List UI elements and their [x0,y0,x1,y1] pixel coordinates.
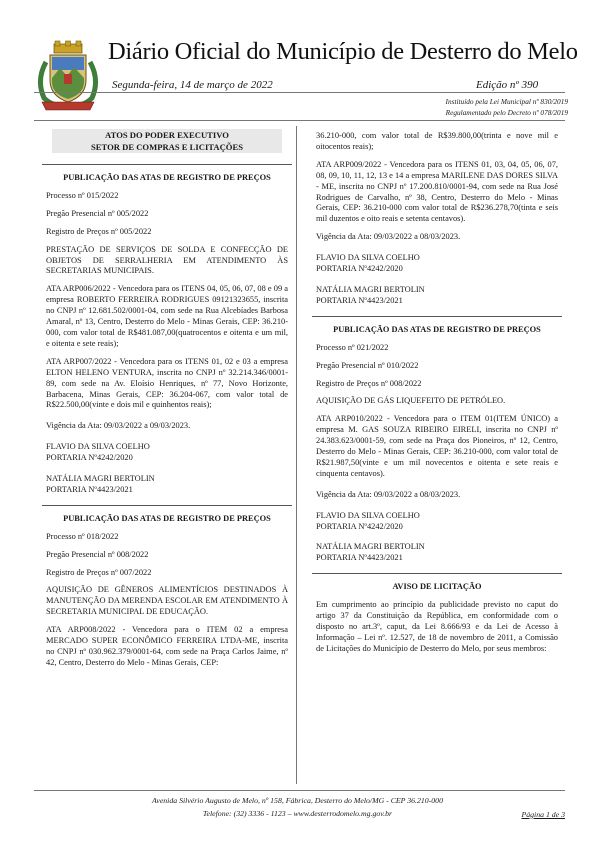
column-divider [296,126,297,784]
section-rule [312,311,562,317]
signer-role: PORTARIA Nº4423/2021 [316,295,403,305]
footer-contact: Telefone: (32) 3336 - 1123 – www.desterrodomelo.mg.gov.br [202,809,393,818]
process-number: Processo nº 021/2022 [316,342,389,352]
right-column [316,131,558,662]
section-rule [42,500,292,506]
footer-divider [34,790,565,791]
signer-name: FLAVIO DA SILVA COELHO [46,442,150,452]
institution-line-1: Instituído pela Lei Municipal nº 830/2019 [445,97,568,106]
publication-heading: PUBLICAÇÃO DAS ATAS DE REGISTRO DE PREÇOS [63,513,271,523]
auction-number: Pregão Presencial nº 005/2022 [46,208,149,218]
section-rule [312,568,562,574]
signer-name: NATÁLIA MAGRI BERTOLIN [316,284,425,294]
header-divider [34,92,565,93]
signer-name: NATÁLIA MAGRI BERTOLIN [46,474,155,484]
municipal-crest-icon [34,40,102,112]
page-number: Página 1 de 3 [521,810,565,819]
signer-name: FLAVIO DA SILVA COELHO [316,510,420,520]
header-divider-2 [34,120,565,121]
ata-paragraph: ATA ARP010/2022 - Vencedora para o ITEM 01(ITEM ÚNICO) a empresa M. GAS SOUZA RIBEIRO EIRELI, inscrita no CNPJ nº 24.383.623/0001-59, com sede na Praça dos Pioneiros, nº 12, Centro, Desterro do Melo - Minas Gerais, CEP: 36.210-000, com valor total de R$21.987,50(vinte e um mil novecentos e oitenta e sete reais e cinquenta centavos). [316,414,558,478]
validity-text: Vigência da Ata: 09/03/2022 a 08/03/2023. [316,489,461,499]
auction-number: Pregão Presencial nº 008/2022 [46,549,149,559]
section-title: ATOS DO PODER EXECUTIVO [105,130,229,140]
notice-heading: AVISO DE LICITAÇÃO [392,582,482,592]
validity-text: Vigência da Ata: 09/03/2022 a 09/03/2023. [46,421,191,431]
ata-paragraph: ATA ARP008/2022 - Vencedora para o ITEM 02 a empresa MERCADO SUPER ECONÔMICO FERREIRA LTDA-ME, inscrita no CNPJ nº 030.962.379/0001-64, com sede na Praça Carlos Jaime, nº 42, Centro, Desterro do Melo - Minas Gerais, CEP: [46,625,288,667]
ata-paragraph: ATA ARP009/2022 - Vencedora para os ITENS 01, 03, 04, 05, 06, 07, 08, 09, 10, 11, 12, 13 e 14 a empresa MARILENE DAS DORES SILVA - ME, inscrita no CNPJ nº 17.200.810/0001-94, com sede na Rua José Rodrigues de Carvalho, nº 38, Centro, Desterro do Melo - Minas Gerais, CEP: 36.210-000 com valor total de R$236.278,70(tinta e seis mil duzentos e oito reais e setenta centavos). [316,159,558,224]
signer-role: PORTARIA Nº4242/2020 [316,521,403,531]
registry-number: Registro de Preços nº 007/2022 [46,567,152,577]
footer-address: Avenida Silvério Augusto de Melo, nº 158, Fábrica, Desterro do Melo/MG - CEP 36.210-000 [152,796,443,805]
ata-paragraph: ATA ARP007/2022 - Vencedora para os ITENS 01, 02 e 03 a empresa ELTON HELENO VENTURA, inscrita no CNPJ nº 32.214.346/0001-89, com sede na Av. Eloísio Henriques, nº 77, Novo Horizonte, Barbacena, Minas Gerais, CEP: 36.204-067, com valor total de R$22.500,00(vinte e dois mil e quinhentos reais); [46,356,288,410]
page-title: Diário Oficial do Município de Desterro do Melo [108,38,578,65]
registry-number: Registro de Preços nº 005/2022 [46,226,152,236]
section-box-header [52,129,282,153]
section-rule [42,159,292,165]
issue-date: Segunda-feira, 14 de março de 2022 [112,79,273,91]
left-column [46,126,288,676]
institution-line-2: Regulamentado pelo Decreto nº 078/2019 [445,108,568,117]
signer-name: NATÁLIA MAGRI BERTOLIN [316,542,425,552]
process-number: Processo nº 018/2022 [46,531,119,541]
ata-paragraph: ATA ARP006/2022 - Vencedora para os ITENS 04, 05, 06, 07, 08 e 09 a empresa ROBERTO FERREIRA RODRIGUES 09121323655, inscrita no CNPJ nº 12.681.502/0001-04, com sede na Rua Alcebíades Barbosa Amaral, nº 13, Centro, Desterro do Melo - Minas Gerais, CEP: 36.210-000, com valor total de R$481.087,00(quatrocentos e oitenta e um mil, e oitenta e sete reais); [46,284,288,348]
validity-text: Vigência da Ata: 09/03/2022 a 08/03/2023. [316,232,461,242]
signer-name: FLAVIO DA SILVA COELHO [316,253,420,263]
object-description: AQUISIÇÃO DE GÁS LIQUEFEITO DE PETRÓLEO. [316,396,506,406]
signer-role: PORTARIA Nº4242/2020 [316,264,403,274]
auction-number: Pregão Presencial nº 010/2022 [316,360,419,370]
publication-heading: PUBLICAÇÃO DAS ATAS DE REGISTRO DE PREÇOS [63,173,271,182]
object-description: PRESTAÇÃO DE SERVIÇOS DE SOLDA E CONFECÇÃO DE OBJETOS DE SERRALHERIA EM ATENDIMENTO ÀS SECRETARIAS MUNICIPAIS. [46,244,288,276]
signer-role: PORTARIA Nº4423/2021 [46,484,133,494]
signer-role: PORTARIA Nº4423/2021 [316,553,403,563]
ata-continuation: 36.210-000, com valor total de R$39.800,00(trinta e nove mil e oitocentos reais); [316,131,558,151]
section-subtitle: SETOR DE COMPRAS E LICITAÇÕES [90,142,243,152]
process-number: Processo nº 015/2022 [46,190,119,200]
notice-text: Em cumprimento ao princípio da publicidade previsto no caput do artigo 37 da Constituição da República, em conformidade com o disposto no art.3º, caput, da Lei 8.666/93 e da Lei de Acesso à Informação – Lei nº. 12.527, de 18 de novembro de 2011, a Comissão de Licitações do Município de Desterro do Melo, por seus membros: [316,600,558,653]
object-description: AQUISIÇÃO DE GÊNEROS ALIMENTÍCIOS DESTINADOS À MANUTENÇÃO DA MERENDA ESCOLAR EM ATENDIMENTO À SECRETARIA MUNICIPAL DE EDUCAÇÃO. [46,585,288,617]
signer-role: PORTARIA Nº4242/2020 [46,453,133,463]
edition-number: Edição nº 390 [476,79,539,91]
publication-heading: PUBLICAÇÃO DAS ATAS DE REGISTRO DE PREÇOS [333,324,541,334]
registry-number: Registro de Preços nº 008/2022 [316,378,422,388]
